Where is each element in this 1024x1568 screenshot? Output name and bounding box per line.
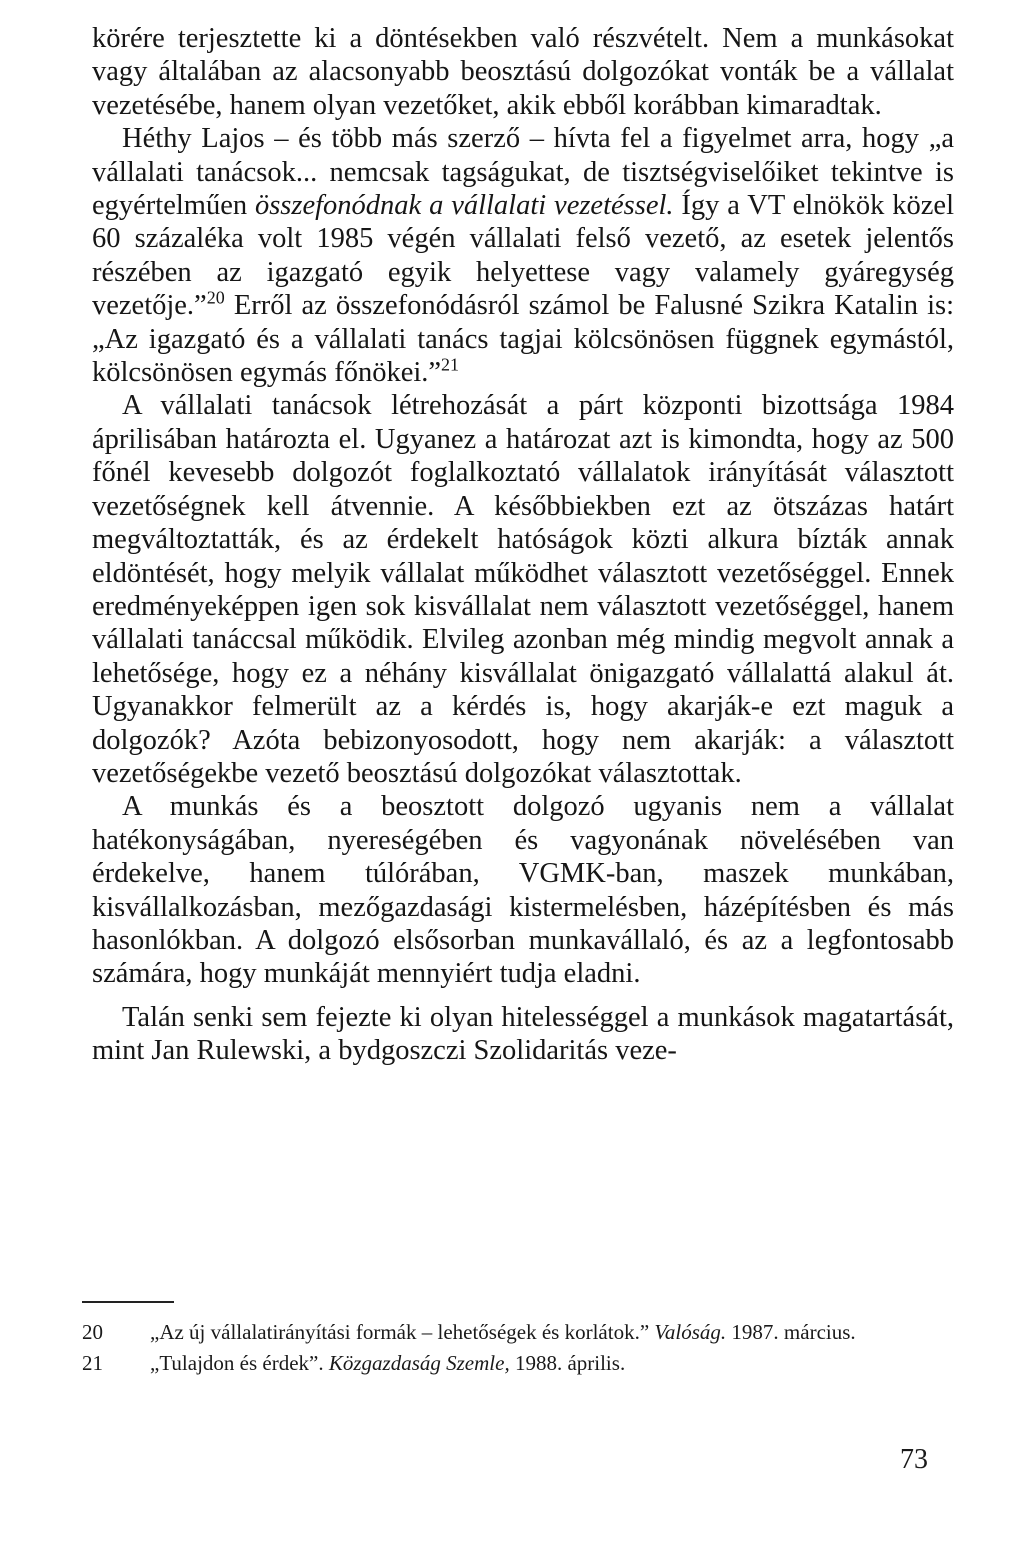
- page-number: 73: [900, 1444, 928, 1475]
- text-run: Erről az összefonódásról számol be Falusné Szikra Katalin is: „Az igazgató és a vállalati tanács tagjai kölcsönösen függnek egymástól, kölcsönösen egymás főnökei.”: [92, 290, 954, 389]
- footnote-ref-21: 21: [441, 354, 460, 375]
- footnote-number: 21: [82, 1351, 103, 1375]
- emphasized-text: Valóság.: [654, 1320, 727, 1344]
- paragraph: [92, 22, 954, 122]
- text-run: 1988. április.: [509, 1351, 626, 1375]
- footnote-ref-20: 20: [206, 287, 225, 308]
- text-run: Így a VT elnökök közel 60 százaléka volt 1985 végén vállalati felső vezető, az esetek jelentős részében az igazgató egyik helyettese vagy valamely gyáregység vezetője.”: [92, 190, 954, 322]
- footnote-21: [82, 1349, 954, 1378]
- footnote-text: [150, 1349, 954, 1378]
- text-run: Héthy Lajos – és több más szerző – hívta fel a figyelmet arra, hogy „a vállalati tanácsok... nemcsak tagságukat, de tisztségviselőiket tekintve is egyértelműen: [92, 123, 954, 222]
- emphasized-text: Közgazdaság Szemle,: [328, 1351, 510, 1375]
- footnotes: [82, 1318, 954, 1378]
- footnote-20: [82, 1318, 954, 1347]
- paragraph: [92, 122, 954, 389]
- paragraph: [92, 790, 954, 990]
- text-run: Talán senki sem fejezte ki olyan hitelességgel a munkások magatartását, mint Jan Rulewski, a bydgoszczi Szolidaritás veze-: [92, 1001, 954, 1067]
- text-run: „Az új vállalatirányítási formák – lehetőségek és korlátok.”: [150, 1320, 655, 1344]
- text-run: körére terjesztette ki a döntésekben való részvételt. Nem a munkásokat vagy általában az alacsonyabb beosztású dolgozókat vonták be a vállalat vezetésébe, hanem olyan vezetőket, akik ebből korábban kimaradtak.: [92, 23, 954, 121]
- text-run: A vállalati tanácsok létrehozását a párt központi bizottsága 1984 áprilisában határozta el. Ugyanez a határozat azt is kimondta, hogy az 500 főnél kevesebb dolgozót foglalkoztató vállalatok irányítását választott vezetőségnek kell átvennie. A későbbiekben ezt az ötszázas határt megváltoztatták, és az érdekelt hatóságok közti alkura bízták annak eldöntését, hogy melyik vállalat működhet választott vezetőséggel. Ennek eredményeképpen igen sok kisvállalat nem választott vezetőséggel, hanem vállalati tanáccsal működik. Elvileg azonban még mindig megvolt annak a lehetősége, hogy ez a néhány kisvállalat önigazgató vállalattá alakul át. Ugyanakkor felmerült az a kérdés is, hogy akarják-e ezt maguk a dolgozók? Azóta bebizonyosodott, hogy nem akarják: a választott vezetőségekbe vezető beosztású dolgozókat választottak.: [92, 390, 954, 789]
- text-run: „Tulajdon és érdek”.: [150, 1351, 329, 1375]
- text-run: 1987. március.: [726, 1320, 856, 1344]
- text-run: A munkás és a beosztott dolgozó ugyanis nem a vállalat hatékonyságában, nyereségében és vagyonának növelésében van érdekelve, hanem túlórában, VGMK-ban, maszek munkában, kisvállalkozásban, mezőgazdasági kistermelésben, házépítésben és más hasonlókban. A dolgozó elsősorban munkavállaló, és az a legfontosabb számára, hogy munkáját mennyiért tudja eladni.: [92, 791, 954, 990]
- emphasized-text: összefonódnak a vállalati vezetéssel.: [254, 190, 674, 222]
- paragraph: [92, 1001, 954, 1068]
- footnote-text: [150, 1318, 954, 1347]
- main-text: [92, 22, 954, 1068]
- footnote-separator: [82, 1301, 174, 1303]
- footnote-number: 20: [82, 1320, 103, 1344]
- paragraph: [92, 389, 954, 790]
